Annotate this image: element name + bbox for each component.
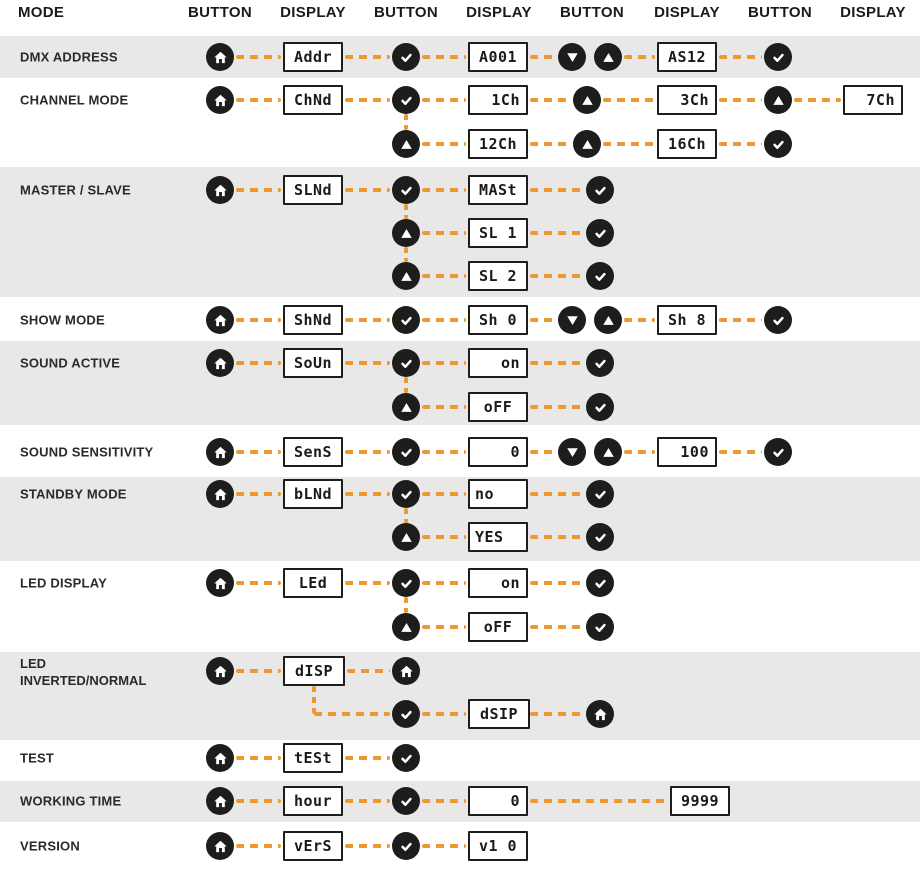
- lcd-display: dSIP: [468, 699, 530, 729]
- dashed-connector: [236, 844, 281, 848]
- up-button: [594, 306, 622, 334]
- dashed-connector: [624, 55, 655, 59]
- check-icon: [399, 93, 414, 108]
- check-icon: [399, 50, 414, 65]
- up-arrow-icon: [399, 400, 414, 415]
- down-arrow-icon: [565, 50, 580, 65]
- up-button: [392, 613, 420, 641]
- up-arrow-icon: [771, 93, 786, 108]
- dashed-connector: [345, 318, 390, 322]
- confirm-button: [586, 393, 614, 421]
- dashed-connector: [422, 492, 466, 496]
- lcd-display: 9999: [670, 786, 730, 816]
- lcd-display: oFF: [468, 392, 528, 422]
- down-button: [558, 43, 586, 71]
- lcd-display: 100: [657, 437, 717, 467]
- dashed-connector: [422, 231, 466, 235]
- up-button: [392, 393, 420, 421]
- dashed-connector: [422, 625, 466, 629]
- home-icon: [213, 576, 228, 591]
- lcd-display: SenS: [283, 437, 343, 467]
- home-icon: [593, 707, 608, 722]
- check-icon: [593, 576, 608, 591]
- confirm-button: [392, 744, 420, 772]
- check-icon: [399, 445, 414, 460]
- mode-label-version: VERSION: [20, 838, 80, 854]
- dashed-connector: [719, 98, 762, 102]
- home-icon: [213, 664, 228, 679]
- down-button: [558, 306, 586, 334]
- up-button: [573, 86, 601, 114]
- confirm-button: [764, 130, 792, 158]
- dashed-connector: [719, 55, 762, 59]
- check-icon: [399, 487, 414, 502]
- mode-label-line2: INVERTED/NORMAL: [20, 673, 147, 688]
- up-arrow-icon: [601, 313, 616, 328]
- dashed-connector: [314, 712, 390, 716]
- confirm-button: [392, 43, 420, 71]
- mode-label-master-slave: MASTER / SLAVE: [20, 182, 131, 198]
- lcd-display: Addr: [283, 42, 343, 72]
- dashed-connector: [422, 98, 466, 102]
- dashed-connector: [422, 274, 466, 278]
- mode-label-sound-active: SOUND ACTIVE: [20, 355, 121, 371]
- dashed-connector: [236, 98, 281, 102]
- header-button-4: BUTTON: [747, 4, 813, 21]
- header-mode: MODE: [18, 4, 65, 21]
- lcd-display: YES: [468, 522, 528, 552]
- lcd-display: SL 2: [468, 261, 528, 291]
- up-arrow-icon: [399, 137, 414, 152]
- confirm-button: [392, 569, 420, 597]
- header-display-1: DISPLAY: [280, 4, 346, 21]
- dashed-connector: [422, 535, 466, 539]
- up-button: [594, 43, 622, 71]
- dashed-connector: [794, 98, 841, 102]
- mode-label-led-display: LED DISPLAY: [20, 575, 107, 591]
- dashed-connector: [422, 361, 466, 365]
- dashed-connector: [345, 581, 390, 585]
- dashed-connector: [236, 55, 281, 59]
- check-icon: [593, 226, 608, 241]
- lcd-display: 16Ch: [657, 129, 717, 159]
- confirm-button: [392, 306, 420, 334]
- home-button: [206, 832, 234, 860]
- home-button: [206, 86, 234, 114]
- lcd-display: ShNd: [283, 305, 343, 335]
- mode-label-dmx-address: DMX ADDRESS: [20, 49, 118, 65]
- up-arrow-icon: [399, 530, 414, 545]
- confirm-button: [586, 219, 614, 247]
- lcd-display: SLNd: [283, 175, 343, 205]
- home-icon: [213, 93, 228, 108]
- mode-label-channel-mode: CHANNEL MODE: [20, 92, 129, 108]
- mode-label-sound-sensitivity: SOUND SENSITIVITY: [20, 444, 154, 460]
- dashed-connector: [236, 669, 281, 673]
- confirm-button: [586, 480, 614, 508]
- home-button: [586, 700, 614, 728]
- check-icon: [399, 794, 414, 809]
- lcd-display: 0: [468, 786, 528, 816]
- dashed-connector: [530, 405, 584, 409]
- up-button: [392, 130, 420, 158]
- lcd-display: v1 0: [468, 831, 528, 861]
- lcd-display: Sh 0: [468, 305, 528, 335]
- up-arrow-icon: [399, 269, 414, 284]
- dashed-connector: [236, 450, 281, 454]
- home-button: [206, 480, 234, 508]
- dashed-connector: [345, 98, 390, 102]
- up-arrow-icon: [399, 620, 414, 635]
- lcd-display: 12Ch: [468, 129, 528, 159]
- mode-label-working-time: WORKING TIME: [20, 793, 122, 809]
- lcd-display: MASt: [468, 175, 528, 205]
- mode-label-show-mode: SHOW MODE: [20, 312, 105, 328]
- dashed-connector: [530, 361, 584, 365]
- confirm-button: [586, 523, 614, 551]
- check-icon: [399, 839, 414, 854]
- up-button: [594, 438, 622, 466]
- confirm-button: [392, 86, 420, 114]
- dashed-connector: [345, 188, 390, 192]
- check-icon: [593, 400, 608, 415]
- confirm-button: [392, 832, 420, 860]
- up-arrow-icon: [601, 50, 616, 65]
- dashed-connector: [530, 492, 584, 496]
- home-icon: [213, 183, 228, 198]
- dashed-connector: [312, 686, 316, 714]
- header-display-3: DISPLAY: [654, 4, 720, 21]
- lcd-display: 0: [468, 437, 528, 467]
- home-icon: [213, 751, 228, 766]
- up-arrow-icon: [580, 137, 595, 152]
- dashed-connector: [530, 274, 584, 278]
- dashed-connector: [530, 581, 584, 585]
- up-button: [573, 130, 601, 158]
- home-icon: [213, 313, 228, 328]
- confirm-button: [586, 176, 614, 204]
- lcd-display: A001: [468, 42, 528, 72]
- dashed-connector: [404, 377, 408, 393]
- dashed-connector: [236, 361, 281, 365]
- lcd-display: hour: [283, 786, 343, 816]
- home-button: [206, 744, 234, 772]
- lcd-display: vErS: [283, 831, 343, 861]
- dashed-connector: [422, 799, 466, 803]
- header-button-2: BUTTON: [373, 4, 439, 21]
- dashed-connector: [719, 318, 762, 322]
- dashed-connector: [236, 799, 281, 803]
- home-button: [206, 438, 234, 466]
- dashed-connector: [603, 98, 655, 102]
- down-arrow-icon: [565, 445, 580, 460]
- confirm-button: [392, 349, 420, 377]
- dashed-connector: [530, 712, 584, 716]
- dashed-connector: [236, 318, 281, 322]
- lcd-display: on: [468, 348, 528, 378]
- home-button: [206, 43, 234, 71]
- lcd-display: AS12: [657, 42, 717, 72]
- dashed-connector: [236, 492, 281, 496]
- check-icon: [771, 137, 786, 152]
- lcd-display: on: [468, 568, 528, 598]
- dashed-connector: [422, 581, 466, 585]
- dashed-connector: [345, 450, 390, 454]
- dashed-connector: [530, 450, 556, 454]
- dashed-connector: [345, 492, 390, 496]
- down-button: [558, 438, 586, 466]
- confirm-button: [392, 176, 420, 204]
- lcd-display: ChNd: [283, 85, 343, 115]
- dashed-connector: [624, 318, 655, 322]
- check-icon: [593, 620, 608, 635]
- up-button: [392, 262, 420, 290]
- check-icon: [593, 269, 608, 284]
- dashed-connector: [530, 799, 668, 803]
- dashed-connector: [236, 756, 281, 760]
- dashed-connector: [422, 318, 466, 322]
- dashed-connector: [530, 188, 584, 192]
- dashed-connector: [624, 450, 655, 454]
- up-arrow-icon: [399, 226, 414, 241]
- check-icon: [399, 356, 414, 371]
- row-band: [0, 477, 920, 561]
- dashed-connector: [422, 844, 466, 848]
- dashed-connector: [422, 55, 466, 59]
- dashed-connector: [345, 844, 390, 848]
- dashed-connector: [603, 142, 655, 146]
- lcd-display: 1Ch: [468, 85, 528, 115]
- home-icon: [213, 794, 228, 809]
- mode-label-test: TEST: [20, 750, 55, 766]
- lcd-display: no: [468, 479, 528, 509]
- header-button-3: BUTTON: [559, 4, 625, 21]
- check-icon: [593, 356, 608, 371]
- dashed-connector: [345, 361, 390, 365]
- dashed-connector: [404, 247, 408, 262]
- up-button: [764, 86, 792, 114]
- home-icon: [213, 356, 228, 371]
- dashed-connector: [422, 188, 466, 192]
- confirm-button: [392, 700, 420, 728]
- confirm-button: [586, 262, 614, 290]
- lcd-display: tESt: [283, 743, 343, 773]
- confirm-button: [392, 787, 420, 815]
- dashed-connector: [404, 114, 408, 130]
- check-icon: [399, 751, 414, 766]
- dashed-connector: [404, 508, 408, 523]
- dashed-connector: [530, 231, 584, 235]
- home-icon: [213, 839, 228, 854]
- dashed-connector: [422, 450, 466, 454]
- dashed-connector: [404, 204, 408, 219]
- lcd-display: bLNd: [283, 479, 343, 509]
- check-icon: [399, 313, 414, 328]
- dashed-connector: [345, 756, 390, 760]
- mode-label-line1: LED: [20, 656, 46, 671]
- home-button: [206, 306, 234, 334]
- dashed-connector: [422, 405, 466, 409]
- lcd-display: 3Ch: [657, 85, 717, 115]
- check-icon: [399, 183, 414, 198]
- down-arrow-icon: [565, 313, 580, 328]
- dashed-connector: [236, 581, 281, 585]
- up-button: [392, 523, 420, 551]
- header-display-2: DISPLAY: [466, 4, 532, 21]
- home-icon: [213, 487, 228, 502]
- confirm-button: [586, 349, 614, 377]
- confirm-button: [392, 480, 420, 508]
- home-icon: [213, 50, 228, 65]
- row-band: [0, 341, 920, 425]
- header-display-4: DISPLAY: [840, 4, 906, 21]
- lcd-display: oFF: [468, 612, 528, 642]
- check-icon: [771, 445, 786, 460]
- confirm-button: [586, 569, 614, 597]
- home-button: [206, 787, 234, 815]
- dashed-connector: [404, 597, 408, 613]
- dashed-connector: [530, 142, 571, 146]
- confirm-button: [764, 438, 792, 466]
- lcd-display: dISP: [283, 656, 345, 686]
- up-arrow-icon: [601, 445, 616, 460]
- home-button: [392, 657, 420, 685]
- check-icon: [771, 313, 786, 328]
- lcd-display: SoUn: [283, 348, 343, 378]
- lcd-display: 7Ch: [843, 85, 903, 115]
- confirm-button: [392, 438, 420, 466]
- confirm-button: [764, 43, 792, 71]
- dashed-connector: [530, 98, 571, 102]
- home-icon: [399, 664, 414, 679]
- up-button: [392, 219, 420, 247]
- dashed-connector: [345, 799, 390, 803]
- up-arrow-icon: [580, 93, 595, 108]
- dashed-connector: [347, 669, 390, 673]
- header-button-1: BUTTON: [187, 4, 253, 21]
- check-icon: [593, 487, 608, 502]
- dashed-connector: [422, 142, 466, 146]
- dashed-connector: [530, 318, 556, 322]
- check-icon: [771, 50, 786, 65]
- home-icon: [213, 445, 228, 460]
- dashed-connector: [719, 142, 762, 146]
- dashed-connector: [530, 535, 584, 539]
- dashed-connector: [530, 625, 584, 629]
- lcd-display: Sh 8: [657, 305, 717, 335]
- home-button: [206, 657, 234, 685]
- mode-label-led-inverted-normal: [20, 655, 146, 689]
- home-button: [206, 349, 234, 377]
- home-button: [206, 569, 234, 597]
- dashed-connector: [422, 712, 466, 716]
- lcd-display: LEd: [283, 568, 343, 598]
- dashed-connector: [719, 450, 762, 454]
- dashed-connector: [530, 55, 556, 59]
- check-icon: [399, 707, 414, 722]
- confirm-button: [586, 613, 614, 641]
- check-icon: [593, 530, 608, 545]
- dashed-connector: [345, 55, 390, 59]
- check-icon: [593, 183, 608, 198]
- dashed-connector: [236, 188, 281, 192]
- lcd-display: SL 1: [468, 218, 528, 248]
- check-icon: [399, 576, 414, 591]
- home-button: [206, 176, 234, 204]
- mode-label-standby-mode: STANDBY MODE: [20, 486, 127, 502]
- confirm-button: [764, 306, 792, 334]
